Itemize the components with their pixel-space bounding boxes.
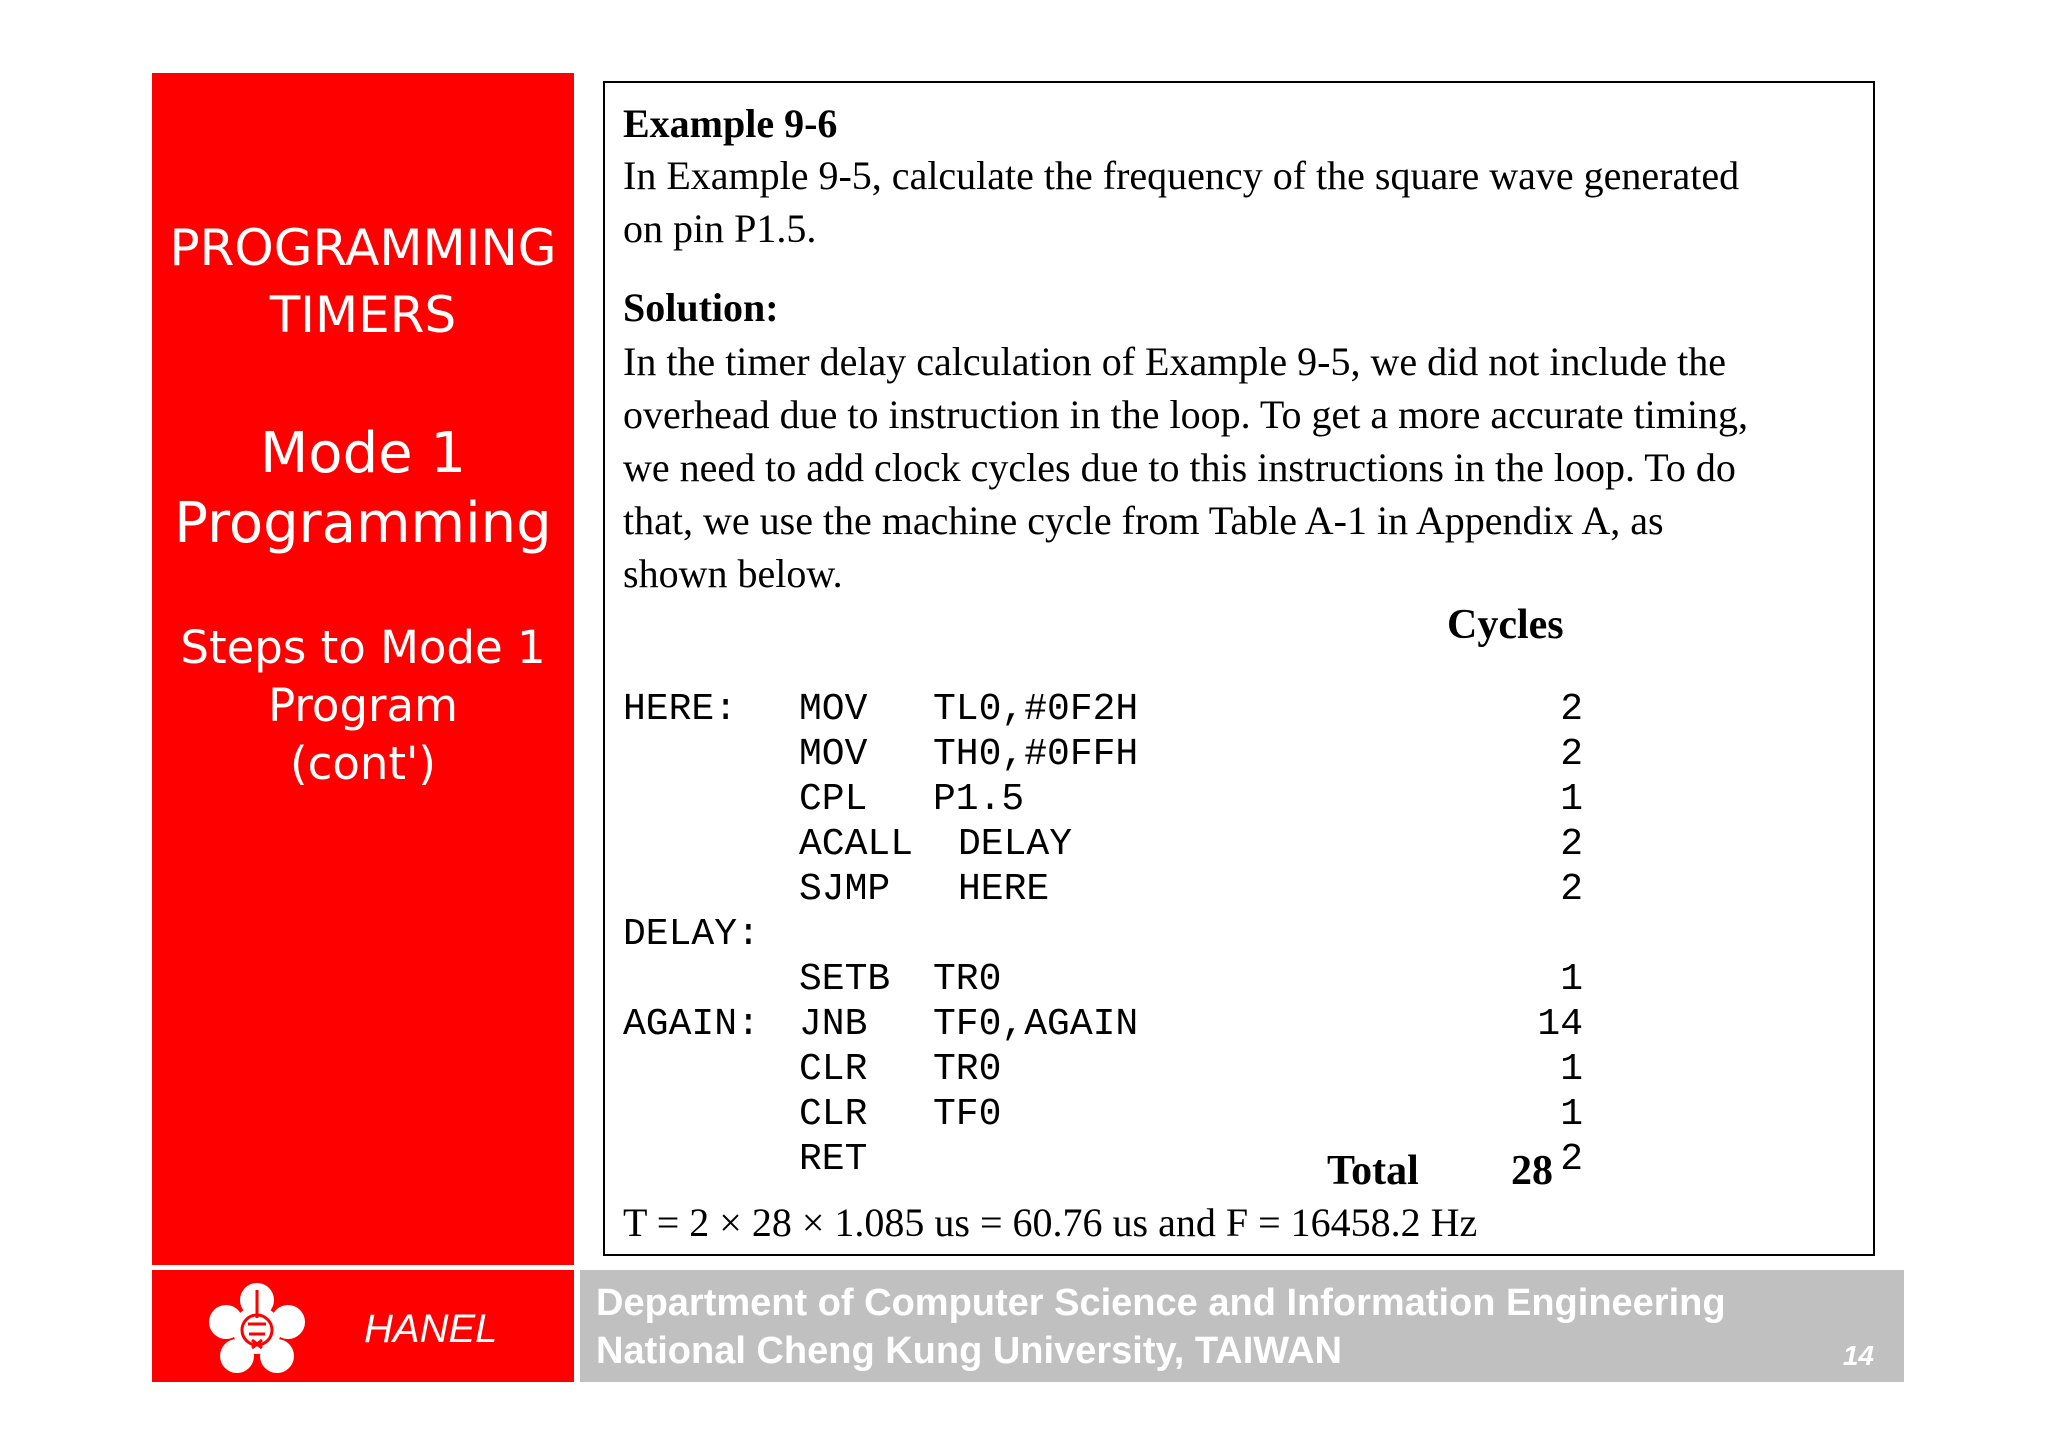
code-mnemonic: CLR [799, 1093, 868, 1136]
code-row [623, 698, 1623, 776]
page-number: 14 [1842, 1340, 1874, 1371]
code-cycles: 14 [1537, 1003, 1583, 1046]
sidebar [152, 73, 574, 1265]
department-name: Department of Computer Science and Information Engineering [596, 1282, 1726, 1324]
code-operand: TH0,#0FFH [933, 733, 1139, 776]
code-row [623, 923, 1623, 1001]
code-operand: TF0 [933, 1093, 1002, 1136]
code-operand: TR0 [933, 958, 1002, 1001]
code-cycles: 2 [1560, 733, 1583, 776]
ncku-logo-icon [202, 1278, 312, 1378]
code-row [623, 968, 1623, 1046]
code-mnemonic: RET [799, 1138, 868, 1181]
code-row [623, 653, 1623, 731]
university-name: National Cheng Kung University, TAIWAN [596, 1330, 1342, 1372]
result-formula: T = 2 × 28 × 1.085 us = 60.76 us and F = 16458.2 Hz [623, 1200, 1478, 1245]
code-mnemonic: CLR [799, 1048, 868, 1091]
code-mnemonic: ACALL [799, 823, 914, 866]
total-value: 28 [1511, 1148, 1553, 1194]
code-cycles: 1 [1560, 1048, 1583, 1091]
code-label: HERE: [623, 688, 738, 731]
solution-line: that, we use the machine cycle from Table A-1 in Appendix A, as [623, 498, 1664, 543]
code-mnemonic: CPL [799, 778, 868, 821]
code-mnemonic: SJMP [799, 868, 891, 911]
footer-institution [580, 1270, 1904, 1382]
sidebar-mode-line1: Mode 1 [259, 421, 466, 486]
code-row [623, 1058, 1623, 1136]
code-cycles: 1 [1560, 778, 1583, 821]
code-cycles: 2 [1560, 823, 1583, 866]
code-row [623, 1013, 1623, 1091]
code-mnemonic: MOV [799, 688, 868, 731]
code-label: DELAY: [623, 913, 760, 956]
code-row [623, 788, 1623, 866]
solution-title: Solution: [623, 285, 779, 330]
code-mnemonic: SETB [799, 958, 891, 1001]
example-box [603, 81, 1875, 1256]
code-row [623, 743, 1623, 821]
code-operand: P1.5 [933, 778, 1025, 821]
total-label: Total [1327, 1148, 1419, 1194]
author-name: HANEL [364, 1307, 498, 1351]
code-cycles: 2 [1560, 1138, 1583, 1181]
question-line1: In Example 9-5, calculate the frequency of the square wave generated [623, 153, 1740, 198]
sidebar-title-line1: PROGRAMMING [169, 219, 557, 277]
solution-line: In the timer delay calculation of Example 9-5, we did not include the [623, 339, 1726, 384]
sidebar-steps-line2: Program [268, 679, 458, 732]
footer-logo-area [152, 1270, 574, 1382]
code-operand: TF0,AGAIN [933, 1003, 1139, 1046]
code-mnemonic: JNB [799, 1003, 868, 1046]
solution-line: shown below. [623, 551, 843, 596]
code-cycles: 1 [1560, 958, 1583, 1001]
code-cycles: 1 [1560, 1093, 1583, 1136]
code-cycles: 2 [1560, 688, 1583, 731]
code-operand: TL0,#0F2H [933, 688, 1139, 731]
sidebar-steps-line3: (cont') [290, 737, 436, 790]
solution-line: we need to add clock cycles due to this instructions in the loop. To do [623, 445, 1736, 490]
solution-line: overhead due to instruction in the loop. To get a more accurate timing, [623, 392, 1749, 437]
code-mnemonic: MOV [799, 733, 868, 776]
code-operand: DELAY [958, 823, 1073, 866]
example-title: Example 9-6 [623, 101, 838, 146]
code-row [623, 878, 1623, 956]
sidebar-steps-line1: Steps to Mode 1 [180, 621, 546, 674]
sidebar-mode-line2: Programming [174, 491, 552, 556]
question-line2: on pin P1.5. [623, 206, 817, 251]
sidebar-title-line2: TIMERS [269, 286, 457, 344]
code-row [623, 833, 1623, 911]
code-operand: TR0 [933, 1048, 1002, 1091]
code-label: AGAIN: [623, 1003, 760, 1046]
cycles-header: Cycles [1447, 602, 1564, 648]
code-operand: HERE [958, 868, 1050, 911]
code-cycles: 2 [1560, 868, 1583, 911]
